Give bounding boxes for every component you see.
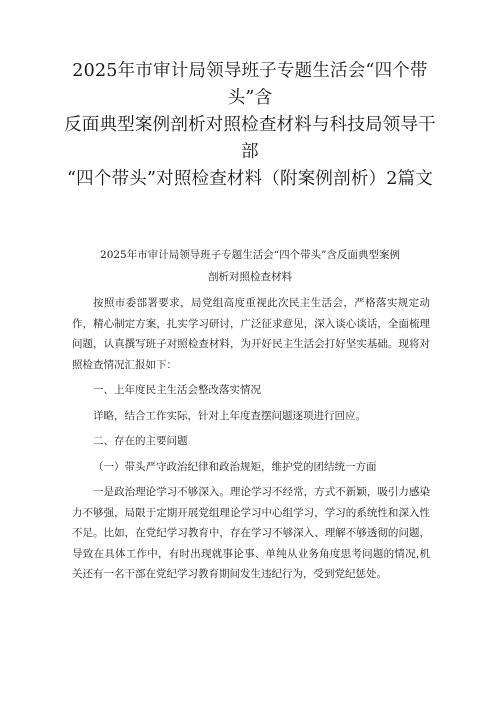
section-heading: 一、上年度民主生活会整改落实情况 — [93, 384, 261, 396]
section-heading: 二、存在的主要问题 — [93, 435, 188, 447]
subsection-heading: （一）带头严守政治纪律和政治规矩，维护党的团结统一方面 — [93, 460, 377, 473]
cover-title — [60, 58, 440, 193]
body-paragraph: 详略，结合工作实际，针对上年度查摆问题逐项进行回应。 — [93, 409, 366, 422]
document-heading-line: 2025年市审计局领导班子专题生活会“四个带头”含反面典型案例 — [100, 249, 400, 261]
cover-title-line: 反面典型案例剖析对照检查材料与科技局领导干部 — [64, 115, 436, 162]
document-heading-line: 剖析对照检查材料 — [208, 271, 292, 283]
body-paragraph: 一是政治理论学习不够深入。理论学习不经常，方式不新颖，吸引力感染力不够强，局限于定期开展党组理论学习中心组学习，学习的系统性和深入性不足。比如，在党纪学习教育中，存在学习不够深入、理解不够透彻的问题，导致在具体工作中，有时出现就事论事、单纯从业务角度思考问题的情况,机关还有一名干部在党纪学习教育期间发生违纪行为，受到党纪惩处。 — [72, 486, 430, 580]
document-body — [72, 293, 430, 590]
cover-title-line: 2025年市审计局领导班子专题生活会“四个带头”含 — [72, 61, 428, 108]
document-heading — [80, 244, 420, 288]
cover-title-line: “四个带头”对照检查材料（附案例剖析）2篇文 — [67, 169, 433, 189]
intro-paragraph: 按照市委部署要求，局党组高度重视此次民主生活会，严格落实规定动作，精心制定方案，扎实学习研讨，广泛征求意见，深入谈心谈话，全面梳理问题，认真撰写班子对照检查材料，为开好民主生活会打好坚实基础。现将对照检查情况汇报如下： — [72, 297, 430, 371]
